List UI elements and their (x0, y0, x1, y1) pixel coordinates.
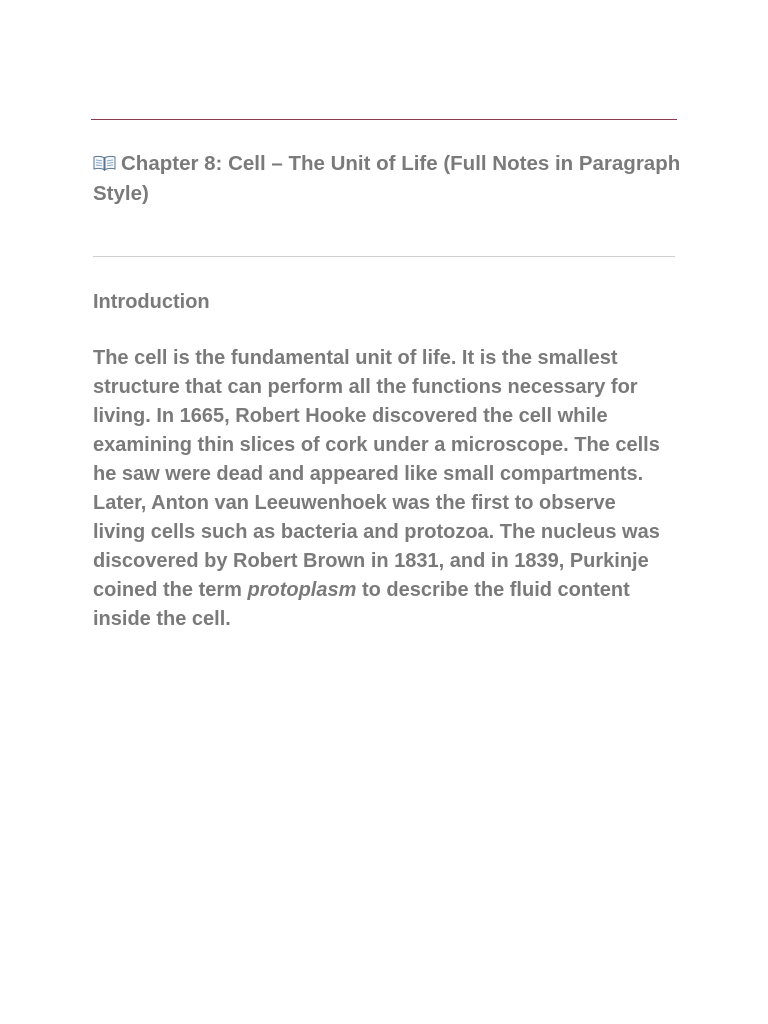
paragraph-text-after-term: to describe the fluid content inside the cell. (93, 579, 630, 630)
introduction-paragraph (93, 344, 668, 634)
chapter-title (93, 149, 683, 209)
section-divider (93, 256, 675, 257)
section-heading-introduction: Introduction (93, 291, 210, 313)
open-book-icon (93, 150, 116, 167)
chapter-title-text: Chapter 8: Cell – The Unit of Life (Full Notes in Paragraph Style) (93, 152, 681, 205)
italic-term-protoplasm: protoplasm (247, 579, 357, 601)
paragraph-text-before-term: The cell is the fundamental unit of life. It is the smallest structure that can perform all the functions necessary for living. In 1665, Robert Hooke discovered the cell while examining thin slices of cork under a microscope. The cells he saw were dead and appeared like small compartments. Later, Anton van Leeuwenhoek was the first to observe living cells such as bacteria and protozoa. The nucleus was discovered by Robert Brown in 1831, and in 1839, Purkinje coined the term (93, 347, 660, 601)
header-divider (91, 119, 677, 120)
